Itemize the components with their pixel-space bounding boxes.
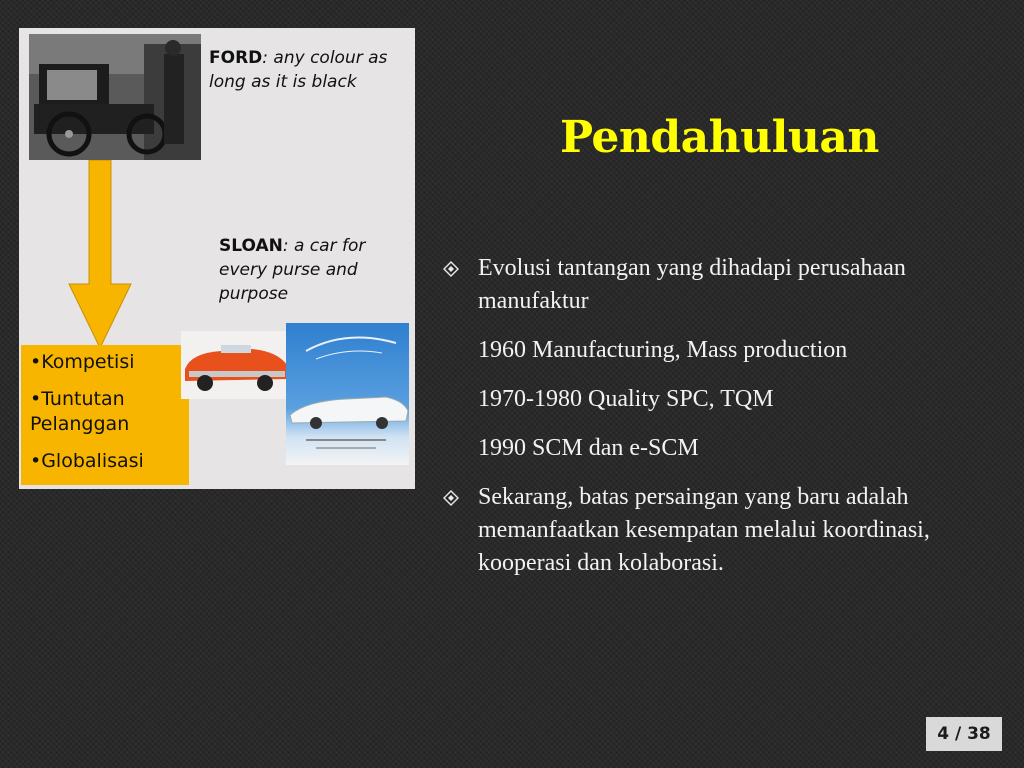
ford-sloan-figure bbox=[19, 28, 415, 489]
sloan-name: SLOAN bbox=[219, 236, 283, 256]
force-item: •Kompetisi bbox=[30, 351, 135, 373]
sloan-quote bbox=[219, 234, 409, 306]
sub-item: 1970-1980 Quality SPC, TQM bbox=[478, 386, 774, 412]
bullet-item bbox=[440, 481, 1015, 580]
force-item: •Globalisasi bbox=[30, 450, 144, 472]
diamond-bullet-icon bbox=[443, 261, 459, 277]
bullet-text: Evolusi tantangan yang dihadapi perusahaan manufaktur bbox=[478, 255, 906, 314]
bullet-text: Sekarang, batas persaingan yang baru adalah memanfaatkan kesempatan melalui koordinasi, kooperasi dan kolaborasi. bbox=[478, 484, 930, 576]
sub-item: 1990 SCM dan e-SCM bbox=[478, 435, 699, 461]
slide-content bbox=[440, 252, 1015, 580]
ford-quote bbox=[209, 46, 409, 94]
ford-vintage-car-photo bbox=[29, 34, 201, 160]
sub-item: 1960 Manufacturing, Mass production bbox=[478, 337, 848, 363]
slide-title: Pendahuluan bbox=[560, 112, 879, 163]
sloan-quote-text: : a car for every purse and purpose bbox=[219, 236, 366, 304]
cadillac-advertisement-image bbox=[286, 323, 409, 465]
red-convertible-car-photo bbox=[181, 331, 291, 399]
bullet-item bbox=[440, 252, 1015, 318]
market-forces-box bbox=[21, 345, 189, 485]
page-counter: 4 / 38 bbox=[926, 717, 1002, 751]
ford-quote-text: : any colour as long as it is black bbox=[209, 48, 388, 92]
down-arrow-icon bbox=[67, 160, 133, 350]
force-item: •Tuntutan Pelanggan bbox=[30, 388, 130, 435]
ford-name: FORD bbox=[209, 48, 263, 68]
diamond-bullet-icon bbox=[443, 490, 459, 506]
